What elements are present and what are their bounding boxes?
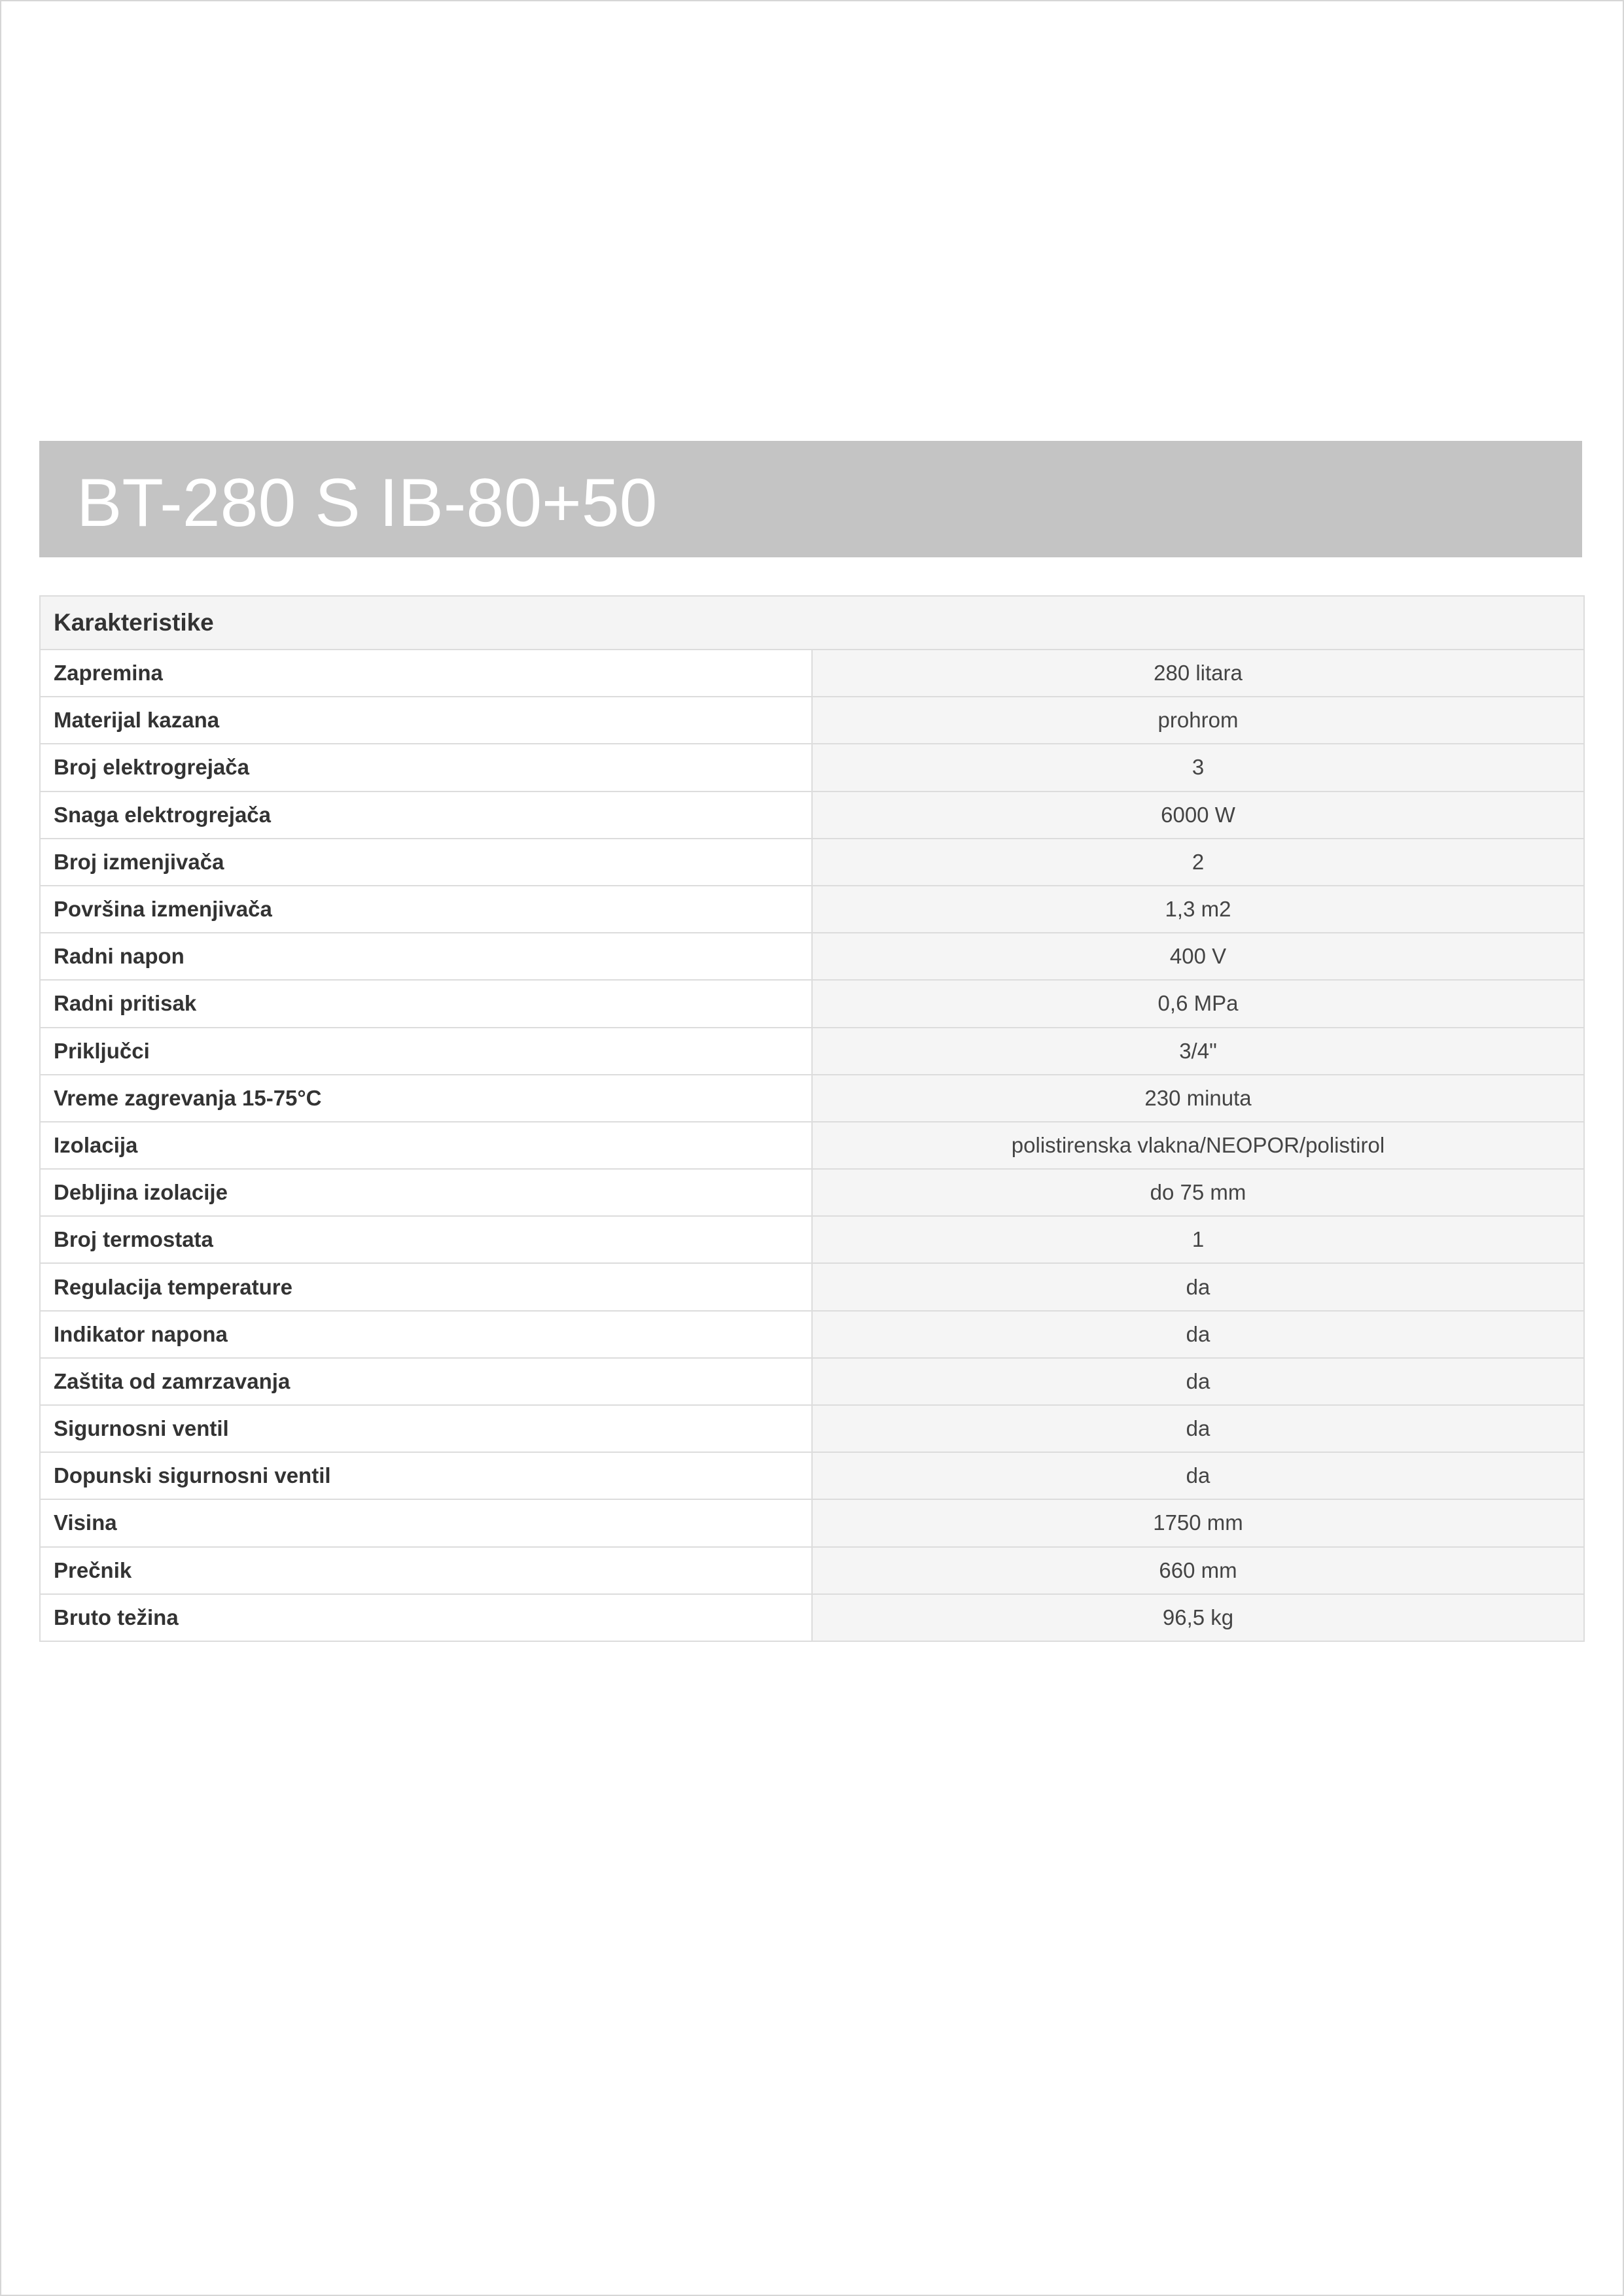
spec-label: Vreme zagrevanja 15-75°C [40, 1075, 812, 1122]
table-row [40, 1358, 1584, 1405]
table-row [40, 1122, 1584, 1169]
spec-label: Priključci [40, 1028, 812, 1075]
spec-value: 0,6 MPa [812, 980, 1584, 1027]
spec-label: Zapremina [40, 650, 812, 697]
table-row [40, 1499, 1584, 1546]
table-row [40, 1311, 1584, 1358]
spec-label: Bruto težina [40, 1594, 812, 1641]
spec-value: polistirenska vlakna/NEOPOR/polistirol [812, 1122, 1584, 1169]
table-row [40, 839, 1584, 886]
spec-value: prohrom [812, 697, 1584, 744]
spec-label: Broj izmenjivača [40, 839, 812, 886]
spec-label: Dopunski sigurnosni ventil [40, 1452, 812, 1499]
spec-label: Broj termostata [40, 1216, 812, 1263]
spec-label: Zaštita od zamrzavanja [40, 1358, 812, 1405]
spec-label: Broj elektrogrejača [40, 744, 812, 791]
table-row [40, 1547, 1584, 1594]
table-row [40, 1452, 1584, 1499]
spec-value: 96,5 kg [812, 1594, 1584, 1641]
table-row [40, 697, 1584, 744]
spec-value: da [812, 1311, 1584, 1358]
table-row [40, 1405, 1584, 1452]
table-row [40, 1594, 1584, 1641]
spec-label: Radni napon [40, 933, 812, 980]
spec-value: 660 mm [812, 1547, 1584, 1594]
spec-value: 2 [812, 839, 1584, 886]
spec-value: do 75 mm [812, 1169, 1584, 1216]
spec-label: Materijal kazana [40, 697, 812, 744]
spec-value: da [812, 1358, 1584, 1405]
spec-value: 3/4" [812, 1028, 1584, 1075]
table-row [40, 744, 1584, 791]
spec-value: 6000 W [812, 791, 1584, 839]
spec-value: 230 minuta [812, 1075, 1584, 1122]
spec-label: Prečnik [40, 1547, 812, 1594]
spec-label: Izolacija [40, 1122, 812, 1169]
table-row [40, 1169, 1584, 1216]
table-row [40, 1075, 1584, 1122]
product-title: BT-280 S IB-80+50 [77, 464, 658, 541]
spec-table-header-row [40, 596, 1584, 650]
table-row [40, 791, 1584, 839]
title-banner [39, 441, 1582, 557]
spec-value: 1750 mm [812, 1499, 1584, 1546]
table-row [40, 650, 1584, 697]
spec-value: 1,3 m2 [812, 886, 1584, 933]
spec-label: Indikator napona [40, 1311, 812, 1358]
table-row [40, 980, 1584, 1027]
spec-label: Snaga elektrogrejača [40, 791, 812, 839]
spec-label: Regulacija temperature [40, 1263, 812, 1310]
table-row [40, 933, 1584, 980]
spec-label: Visina [40, 1499, 812, 1546]
spec-label: Debljina izolacije [40, 1169, 812, 1216]
spec-value: da [812, 1452, 1584, 1499]
spec-value: da [812, 1405, 1584, 1452]
spec-table [39, 595, 1585, 1642]
spec-label: Radni pritisak [40, 980, 812, 1027]
spec-value: 3 [812, 744, 1584, 791]
spec-label: Površina izmenjivača [40, 886, 812, 933]
spec-value: 400 V [812, 933, 1584, 980]
table-row [40, 1216, 1584, 1263]
table-row [40, 1263, 1584, 1310]
spec-label: Sigurnosni ventil [40, 1405, 812, 1452]
table-row [40, 1028, 1584, 1075]
spec-value: 280 litara [812, 650, 1584, 697]
spec-table-header: Karakteristike [40, 596, 1584, 650]
spec-value: da [812, 1263, 1584, 1310]
spec-value: 1 [812, 1216, 1584, 1263]
table-row [40, 886, 1584, 933]
